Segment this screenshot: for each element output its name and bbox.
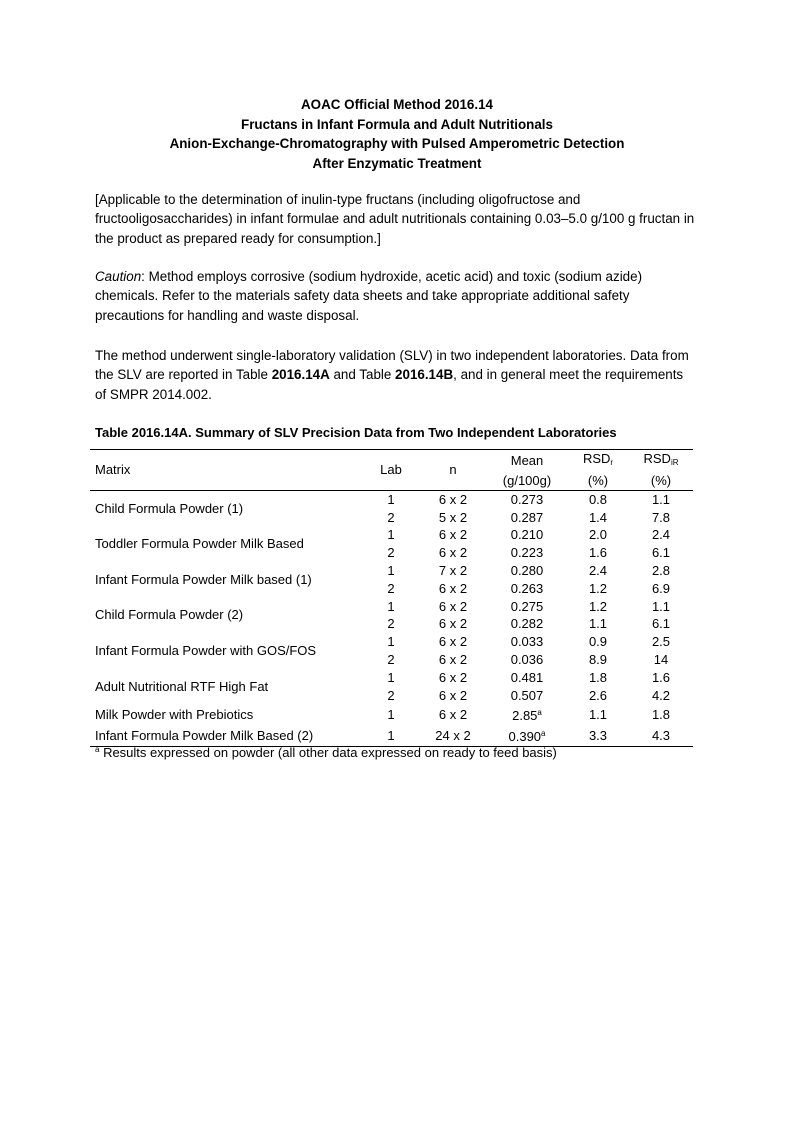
rsdir-cell: 4.3 [629,725,693,746]
rsdir-cell: 2.4 [651,527,671,543]
footnote-mark: a [95,745,100,754]
header-rsdr-main: RSD [582,451,611,466]
mean-value: 0.036 [510,651,544,667]
table-row [90,598,693,616]
lab-cell: 1 [387,562,395,578]
lab-cell: 1 [387,669,395,685]
mean-footnote-mark: a [541,729,546,739]
mean-cell [487,544,567,562]
mean-value: 0.287 [510,509,544,525]
n-cell: 6 x 2 [438,669,468,685]
rsdr-cell: 8.9 [588,651,608,667]
matrix-cell: Infant Formula Powder Milk based (1) [95,571,312,587]
table-body [90,490,693,746]
rsdir-cell: 1.1 [651,598,671,614]
mean-cell [487,669,567,687]
mean-value: 0.280 [510,562,544,578]
matrix-cell: Child Formula Powder (1) [95,500,244,516]
mean-value: 2.85 [512,708,538,724]
caution-label: Caution [95,269,142,284]
lab-cell: 2 [387,687,395,703]
validation-text-3: , and in general meet the requirements of SMPR 2014.002. [95,367,684,402]
table-row [90,704,693,725]
rsdir-cell: 6.1 [651,545,671,561]
table-b-reference: 2016.14B [395,367,454,383]
header-matrix: Matrix [90,450,363,491]
table-row [90,669,693,687]
matrix-cell: Child Formula Powder (2) [95,607,244,623]
header-rsdir-sub: iR [670,458,679,467]
mean-value: 0.210 [510,527,544,543]
n-cell: 7 x 2 [438,562,468,578]
lab-cell: 1 [387,491,395,507]
lab-cell: 2 [387,651,395,667]
lab-cell: 2 [387,545,395,561]
mean-value: 0.033 [510,634,544,650]
lab-cell: 2 [387,580,395,596]
table-row [90,490,693,508]
n-cell: 6 x 2 [438,527,468,543]
mean-value: 0.481 [510,669,544,685]
n-cell: 24 x 2 [419,725,487,746]
rsdir-cell: 14 [653,651,669,667]
mean-value: 0.390 [508,729,542,745]
table-a-reference: 2016.14A [271,367,330,383]
header-n: n [419,450,487,491]
rsdir-cell: 1.8 [651,706,671,722]
n-cell: 6 x 2 [438,706,468,722]
n-cell: 6 x 2 [438,598,468,614]
rsdr-cell: 0.9 [588,634,608,650]
table-footnote [95,741,557,762]
matrix-cell: Infant Formula Powder Milk Based (2) [90,725,363,746]
mean-value: 0.263 [510,580,544,596]
n-cell: 6 x 2 [438,651,468,667]
validation-text-2: and Table [329,367,396,383]
header-rsdr [567,450,629,472]
mean-cell [487,562,567,580]
rsdir-cell: 7.8 [651,509,671,525]
mean-cell [487,633,567,651]
caution-paragraph [95,267,695,325]
rsdr-cell: 1.4 [588,509,608,525]
table-header-row [90,450,693,472]
rsdr-cell: 1.2 [588,580,608,596]
matrix-cell: Adult Nutritional RTF High Fat [95,678,269,694]
rsdr-cell: 2.0 [588,527,608,543]
validation-paragraph [95,346,695,404]
lab-cell: 2 [387,509,395,525]
validation-text-1: The method underwent single-laboratory validation (SLV) in two independent laboratories. Data from the SLV are reported in Table [95,348,689,383]
rsdir-cell: 2.8 [651,562,671,578]
header-mean-unit: (g/100g) [487,472,567,491]
mean-cell [487,651,567,669]
rsdr-cell: 1.1 [588,616,608,632]
lab-cell: 1 [387,598,395,614]
mean-cell [487,526,567,544]
table-row [90,526,693,544]
rsdr-cell: 2.6 [588,687,608,703]
mean-cell [487,598,567,616]
n-cell: 5 x 2 [438,509,468,525]
mean-value: 0.507 [510,687,544,703]
method-title-block [0,95,794,173]
method-treatment-title: After Enzymatic Treatment [312,155,482,171]
mean-value: 0.273 [510,491,544,507]
header-rsdr-unit: (%) [567,472,629,491]
n-cell: 6 x 2 [438,634,468,650]
table-row [90,562,693,580]
rsdir-cell: 1.6 [651,669,671,685]
rsdr-cell: 1.2 [588,598,608,614]
n-cell: 6 x 2 [438,545,468,561]
n-cell: 6 x 2 [438,687,468,703]
rsdir-cell: 2.5 [651,634,671,650]
mean-cell [487,615,567,633]
lab-cell: 1 [387,634,395,650]
mean-value: 0.223 [510,545,544,561]
matrix-cell: Infant Formula Powder with GOS/FOS [95,643,317,659]
header-lab: Lab [363,450,419,491]
mean-cell [487,509,567,527]
lab-cell: 1 [387,527,395,543]
header-mean: Mean [487,450,567,472]
rsdir-cell: 4.2 [651,687,671,703]
caution-text: : Method employs corrosive (sodium hydroxide, acetic acid) and toxic (sodium azide) chemicals. Refer to the materials safety data sheets and take appropriate additional safety precautions for handling and waste disposal. [95,269,643,323]
rsdr-cell: 0.8 [588,491,608,507]
lab-cell: 2 [387,616,395,632]
header-rsdr-sub: r [610,458,614,467]
rsdr-cell: 1.8 [588,669,608,685]
lab-cell: 1 [387,706,395,722]
header-rsdir-main: RSD [643,451,671,466]
rsdir-cell: 1.1 [651,491,671,507]
applicability-paragraph: [Applicable to the determination of inulin-type fructans (including oligofructose and fructooligosaccharides) in infant formulae and adult nutritionals containing 0.03–5.0 g/100 g fructan in the product as prepared ready for consumption.] [95,192,695,246]
rsdir-cell: 6.1 [651,616,671,632]
mean-cell [487,490,567,508]
rsdr-cell: 2.4 [588,562,608,578]
matrix-cell: Milk Powder with Prebiotics [95,706,254,722]
rsdr-cell: 1.1 [588,706,608,722]
method-number-title: AOAC Official Method 2016.14 [301,97,493,112]
method-subject-title: Fructans in Infant Formula and Adult Nutritionals [241,116,553,132]
matrix-cell: Toddler Formula Powder Milk Based [95,536,304,552]
mean-cell [487,687,567,705]
mean-cell [487,580,567,598]
n-cell: 6 x 2 [438,616,468,632]
table-row [90,633,693,651]
header-rsdir [629,450,693,472]
n-cell: 6 x 2 [438,580,468,596]
mean-footnote-mark: a [537,708,542,718]
rsdir-cell: 6.9 [651,580,671,596]
rsdr-cell: 1.6 [588,545,608,561]
lab-cell: 1 [363,725,419,746]
mean-value: 0.282 [510,616,544,632]
method-technique-title: Anion-Exchange-Chromatography with Pulsed Amperometric Detection [169,136,625,151]
table-caption: Table 2016.14A. Summary of SLV Precision Data from Two Independent Laboratories [95,425,617,440]
precision-data-table [90,449,693,747]
footnote-text: Results expressed on powder (all other data expressed on ready to feed basis) [99,745,557,760]
mean-value: 0.275 [510,598,544,614]
n-cell: 6 x 2 [438,491,468,507]
mean-cell [487,704,567,725]
rsdr-cell: 3.3 [567,725,629,746]
header-rsdir-unit: (%) [629,472,693,491]
